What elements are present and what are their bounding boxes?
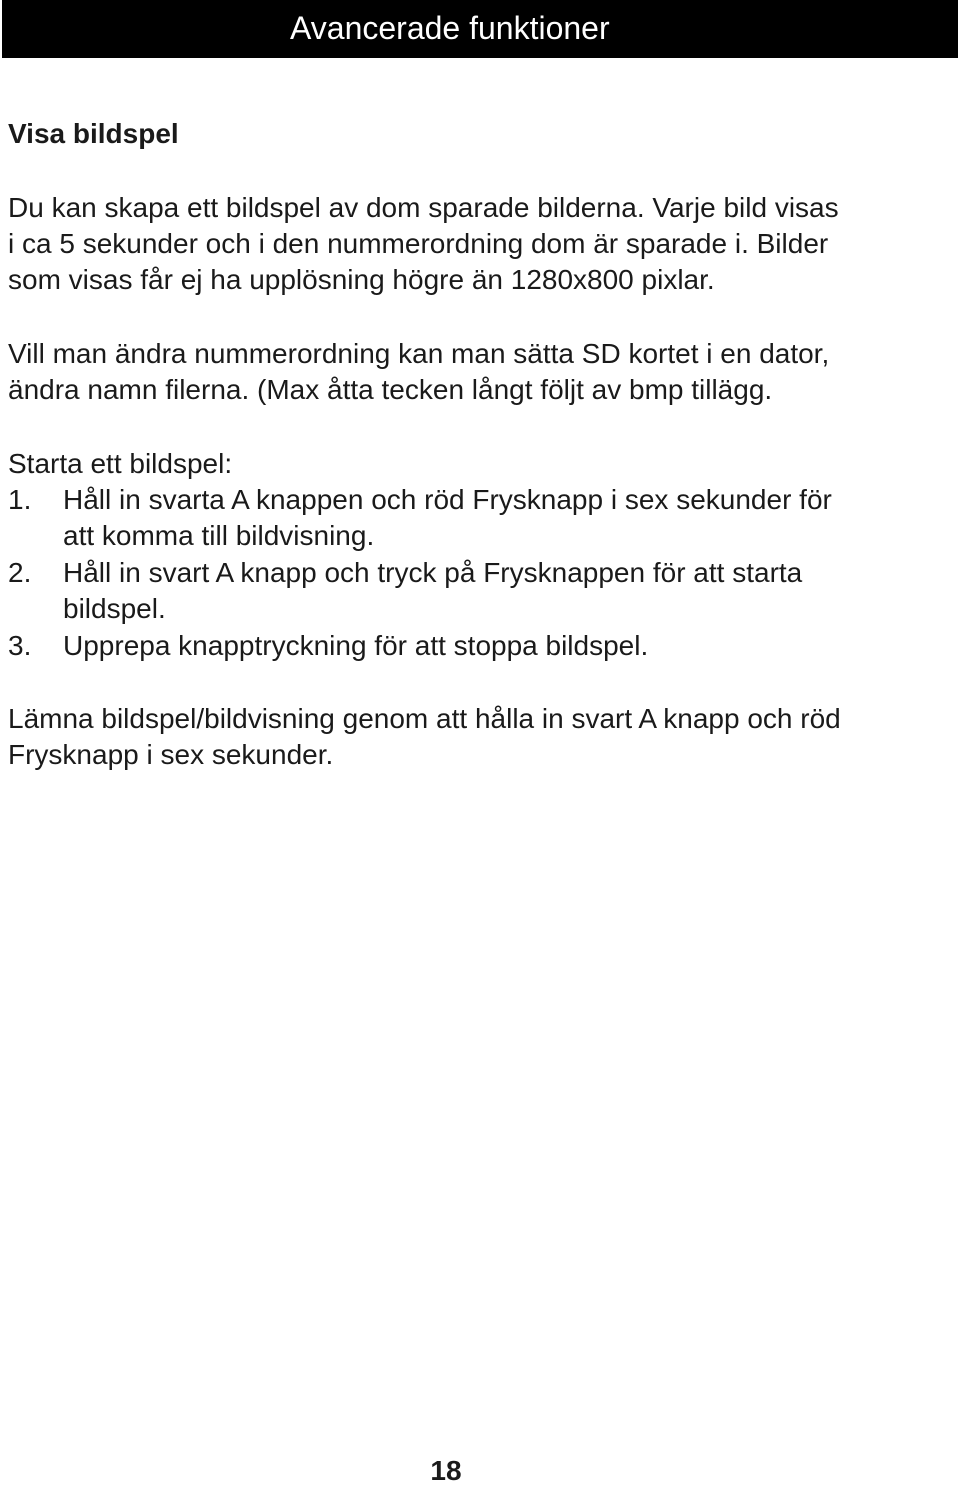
step-line: att komma till bildvisning. (63, 520, 375, 551)
exit-line: Lämna bildspel/bildvisning genom att hålla in svart A knapp och röd (8, 703, 841, 734)
section-heading: Visa bildspel (8, 118, 179, 149)
step-number: 1. (8, 484, 32, 515)
list-item (8, 482, 832, 554)
rename-line: Vill man ändra nummerordning kan man sätta SD kortet i en dator, (8, 338, 830, 369)
step-line: Håll in svarta A knappen och röd Frysknapp i sex sekunder för (63, 484, 832, 515)
step-number: 2. (8, 557, 32, 588)
intro-line: i ca 5 sekunder och i den nummerordning dom är sparade i. Bilder (8, 228, 829, 259)
step-line: bildspel. (63, 593, 166, 624)
page-title: Avancerade funktioner (290, 10, 610, 46)
step-line: Upprepa knapptryckning för att stoppa bildspel. (63, 630, 649, 661)
list-item (8, 555, 802, 627)
intro-line: Du kan skapa ett bildspel av dom sparade bilderna. Varje bild visas (8, 192, 839, 223)
exit-line: Frysknapp i sex sekunder. (8, 739, 334, 770)
rename-line: ändra namn filerna. (Max åtta tecken långt följt av bmp tillägg. (8, 374, 773, 405)
start-label: Starta ett bildspel: (8, 448, 233, 479)
page-number: 18 (430, 1455, 462, 1486)
step-number: 3. (8, 630, 32, 661)
intro-line: som visas får ej ha upplösning högre än 1280x800 pixlar. (8, 264, 715, 295)
header-bar (2, 0, 958, 58)
step-line: Håll in svart A knapp och tryck på Frysknappen för att starta (63, 557, 803, 588)
list-item (8, 628, 648, 664)
